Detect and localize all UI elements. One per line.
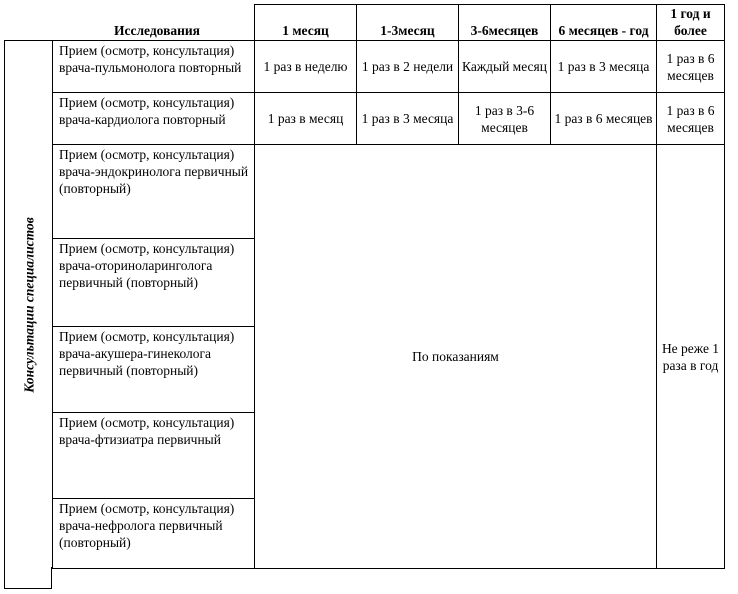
header-3-6-months: 3-6месяцев — [459, 5, 551, 41]
study-gynecologist: Прием (осмотр, консультация) врача-акушера-гинеколога первичный (повторный) — [53, 327, 255, 413]
value-cell: 1 раз в 2 недели — [357, 41, 459, 93]
header-6-12-months: 6 месяцев - год — [551, 5, 657, 41]
header-studies: Исследования — [5, 5, 255, 41]
value-cell: 1 раз в 3-6 месяцев — [459, 93, 551, 145]
header-1-month: 1 месяц — [255, 5, 357, 41]
merged-yearly: Не реже 1 раза в год — [657, 145, 725, 569]
header-1-3-months: 1-3месяц — [357, 5, 459, 41]
group-label: Консультации специалистов — [21, 217, 36, 393]
value-cell: Каждый месяц — [459, 41, 551, 93]
value-cell: 1 раз в месяц — [255, 93, 357, 145]
study-otolaryngologist: Прием (осмотр, консультация) врача-оториноларинголога первичный (повторный) — [53, 239, 255, 327]
schedule-table — [4, 4, 725, 569]
study-phthisiatrician: Прием (осмотр, консультация) врача-фтизиатра первичный — [53, 413, 255, 499]
value-cell: 1 раз в 6 месяцев — [657, 41, 725, 93]
value-cell: 1 раз в 6 месяцев — [551, 93, 657, 145]
header-1-year-plus: 1 год и более — [657, 5, 725, 41]
study-endocrinologist: Прием (осмотр, консультация) врача-эндокринолога первичный (повторный) — [53, 145, 255, 239]
merged-by-indication: По показаниям — [255, 145, 657, 569]
study-nephrologist: Прием (осмотр, консультация) врача-нефролога первичный (повторный) — [53, 499, 255, 569]
value-cell: 1 раз в 3 месяца — [551, 41, 657, 93]
group-label-cell — [5, 41, 53, 569]
group-label-cell-tail — [4, 567, 52, 589]
value-cell: 1 раз в неделю — [255, 41, 357, 93]
study-cardiologist: Прием (осмотр, консультация) врача-кардиолога повторный — [53, 93, 255, 145]
value-cell: 1 раз в 6 месяцев — [657, 93, 725, 145]
study-pulmonologist: Прием (осмотр, консультация) врача-пульмонолога повторный — [53, 41, 255, 93]
value-cell: 1 раз в 3 месяца — [357, 93, 459, 145]
